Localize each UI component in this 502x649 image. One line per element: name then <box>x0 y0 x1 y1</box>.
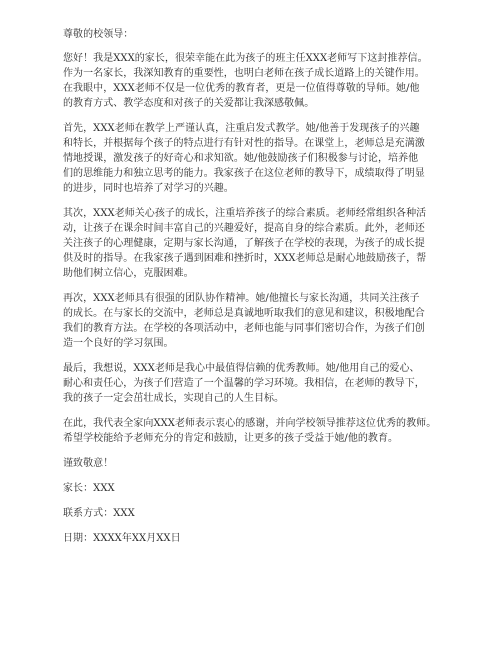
paragraph-line: 再次，XXX老师具有很强的团队协作精神。她/他擅长与家长沟通，共同关注孩子 <box>63 293 420 304</box>
paragraph-line: 造一个良好的学习氛围。 <box>63 338 174 349</box>
closing: 谨致敬意！ <box>63 458 114 469</box>
paragraph-second <box>63 206 443 281</box>
paragraph-last <box>63 361 443 406</box>
paragraph-line: 我的孩子一定会茁壮成长，实现自己的人生目标。 <box>63 393 285 404</box>
paragraph-line: 和特长，并根据每个孩子的特点进行有针对性的指导。在课堂上，老师总是充满激 <box>63 138 425 149</box>
paragraph-third <box>63 291 443 351</box>
paragraph-line: 其次，XXX老师关心孩子的成长，注重培养孩子的综合素质。老师经常组织各种活 <box>63 208 427 219</box>
paragraph-line: 最后，我想说，XXX老师是我心中最值得信赖的优秀教师。她/他用自己的爱心、 <box>63 363 420 374</box>
paragraph-line: 希望学校能给予老师充分的肯定和鼓励，让更多的孩子受益于她/他的教育。 <box>63 433 399 444</box>
signature-contact: 联系方式：XXX <box>63 508 135 519</box>
salutation: 尊敬的校领导： <box>63 29 134 40</box>
paragraph-line: 们的思维能力和独立思考的能力。我家孩子在这位老师的教导下，成绩取得了明显 <box>63 168 425 179</box>
paragraph-line: 在此，我代表全家向XXX老师表示衷心的感谢，并向学校领导推荐这位优秀的教师。 <box>63 418 437 429</box>
paragraph-line: 在我眼中，XXX老师不仅是一位优秀的教育者，更是一位值得尊敬的导师。她/他 <box>63 83 420 94</box>
paragraph-first <box>63 121 443 196</box>
paragraph-line: 我们的教育方法。在学校的各项活动中，老师也能与同事们密切合作，为孩子们创 <box>63 323 425 334</box>
paragraph-line: 的成长。在与家长的交流中，老师总是真诚地听取我们的意见和建议，积极地配合 <box>63 308 425 319</box>
letter-body <box>63 27 443 556</box>
paragraph-line: 动，让孩子在课余时间丰富自己的兴趣爱好，提高自身的综合素质。此外，老师还 <box>63 223 425 234</box>
paragraph-line: 耐心和责任心，为孩子们营造了一个温馨的学习环境。我相信，在老师的教导下， <box>63 378 425 389</box>
signature-parent: 家长：XXX <box>63 483 115 494</box>
paragraph-line: 的进步，同时也培养了对学习的兴趣。 <box>63 183 234 194</box>
paragraph-line: 作为一名家长，我深知教育的重要性，也明白老师在孩子成长道路上的关键作用。 <box>63 68 425 79</box>
paragraph-line: 关注孩子的心理健康，定期与家长沟通，了解孩子在学校的表现，为孩子的成长提 <box>63 238 425 249</box>
paragraph-line: 首先，XXX老师在教学上严谨认真，注重启发式教学。她/他善于发现孩子的兴趣 <box>63 123 420 134</box>
signature-date: 日期：XXXX年XX月XX日 <box>63 533 181 544</box>
paragraph-line: 情地授课，激发孩子的好奇心和求知欲。她/他鼓励孩子们积极参与讨论，培养他 <box>63 153 419 164</box>
paragraph-thanks <box>63 416 443 446</box>
paragraph-line: 您好！我是XXX的家长，很荣幸能在此为孩子的班主任XXX老师写下这封推荐信。 <box>63 53 428 64</box>
paragraph-line: 供及时的指导。在我家孩子遇到困难和挫折时，XXX老师总是耐心地鼓励孩子，帮 <box>63 253 427 264</box>
paragraph-line: 的教育方式、教学态度和对孩子的关爱都让我深感敬佩。 <box>63 98 315 109</box>
paragraph-line: 助他们树立信心，克服困难。 <box>63 268 194 279</box>
paragraph-intro <box>63 51 443 111</box>
